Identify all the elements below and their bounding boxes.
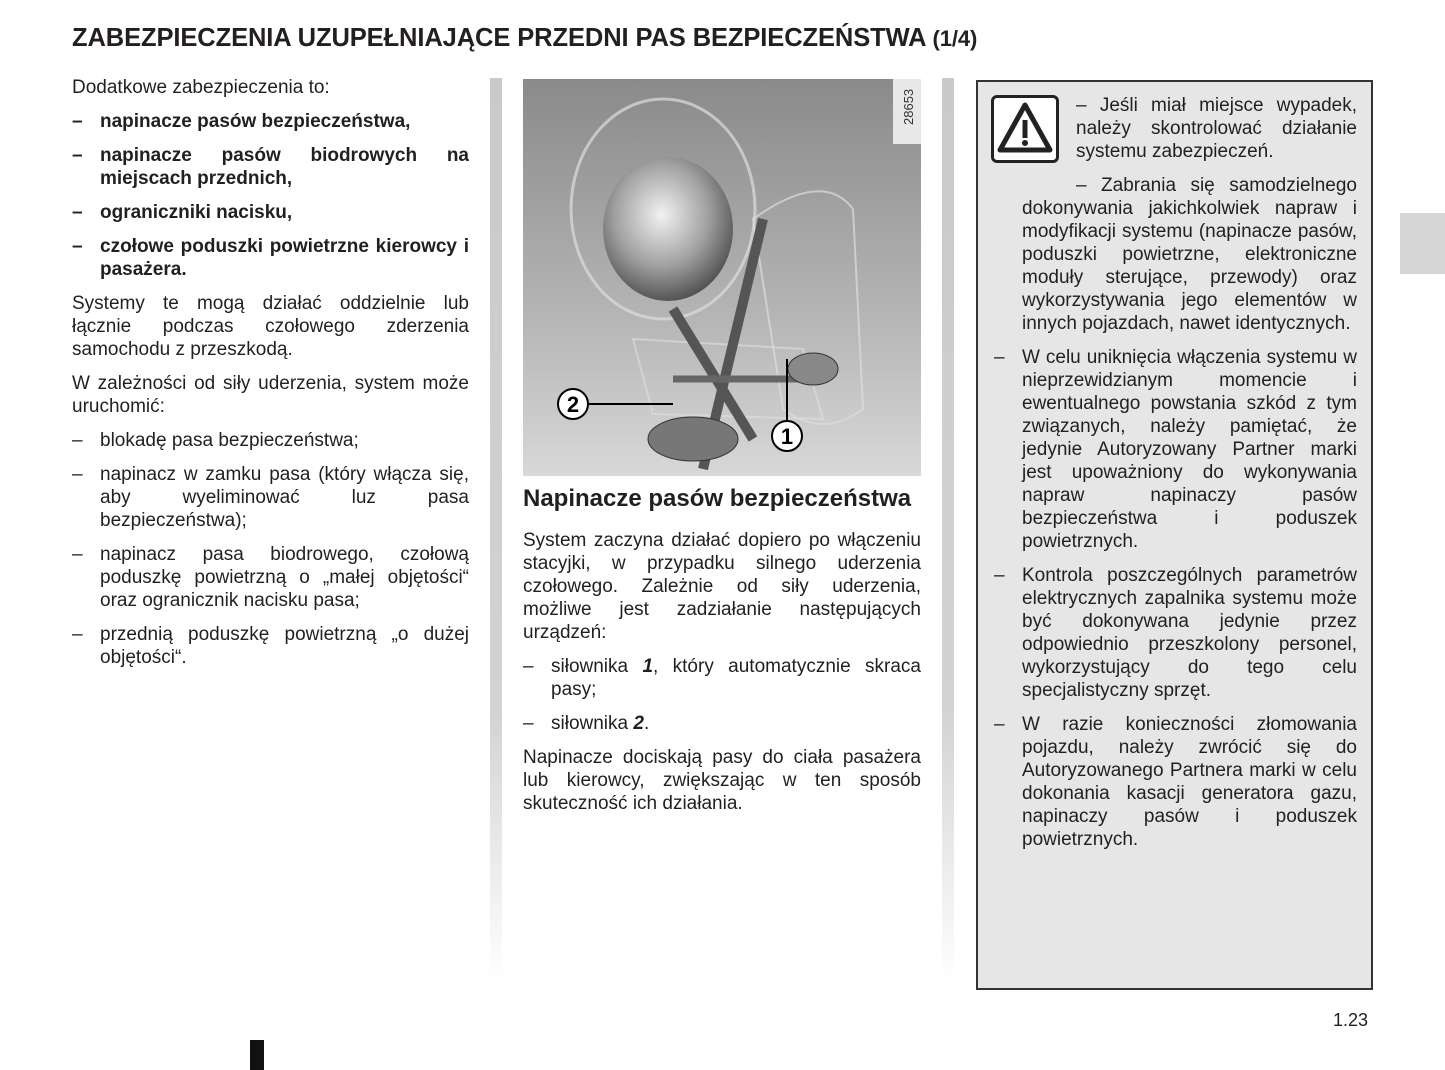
warning-first [1076, 94, 1357, 163]
dash: – [72, 111, 83, 132]
dash: – [1076, 95, 1087, 116]
page-number: 1.23 [1333, 1010, 1369, 1030]
intro: Dodatkowe zabezpieczenia to: [72, 77, 330, 98]
dash: – [994, 347, 1005, 368]
list-item [523, 655, 921, 701]
item-text: ograniczniki nacisku, [100, 202, 293, 223]
list-item [994, 564, 1357, 702]
dash: – [72, 544, 83, 565]
list-item [994, 713, 1357, 851]
dash: – [72, 145, 83, 166]
item-pre: siłownika [551, 656, 643, 677]
column-separator [490, 78, 502, 983]
item-post: , który automatycznie skraca pasy; [551, 656, 921, 700]
dash: – [994, 714, 1005, 735]
list-item [72, 235, 469, 281]
dash: – [72, 236, 83, 257]
warning-second-text: Zabrania się samodzielnego dokonywania jakichkolwiek napraw i modyfikacji systemu (napinacze pasów, poduszki powietrzne, elektroniczne moduły sterujące, przewody) oraz wykorzystywania jego elementów w innych pojazdach, nawet identycznych. [1022, 175, 1358, 334]
paragraph: Systemy te mogą działać oddzielnie lub łącznie podczas czołowego zderzenia samochodu z przeszkodą. [72, 293, 469, 360]
list-item [72, 429, 469, 452]
title-part: (1/4) [932, 26, 978, 51]
dash: – [1076, 175, 1087, 196]
list-item [72, 623, 469, 669]
item-text: Kontrola poszczególnych parametrów elektrycznych zapalnika systemu może być dokonywana jedynie przez odpowiednio przeszkolony personel, wykorzystujący do tego celu specjalistyczny sprzęt. [1022, 565, 1357, 701]
title-text: ZABEZPIECZENIA UZUPEŁNIAJĄCE PRZEDNI PAS BEZPIECZEŃSTWA [72, 24, 926, 52]
paragraph: Napinacze dociskają pasy do ciała pasażera lub kierowcy, zwiększając w ten sposób skuteczność ich działania. [523, 747, 921, 814]
dash: – [523, 713, 534, 734]
item-pre: siłownika [551, 713, 634, 734]
warning-box [976, 80, 1373, 990]
item-text: blokadę pasa bezpieczeństwa; [100, 430, 359, 451]
paragraph: System zaczyna działać dopiero po włączeniu stacyjki, w przypadku silnego uderzenia czołowego. Zależnie od siły uderzenia, możliwe jest zadziałanie następujących urządzeń: [523, 530, 921, 643]
callout-2: 2 [566, 392, 580, 417]
paragraph: W zależności od siły uderzenia, system może uruchomić: [72, 373, 469, 417]
dash: – [72, 202, 83, 223]
item-text: napinacz w zamku pasa (który włącza się, aby wyeliminować luz pasa bezpieczeństwa); [100, 464, 469, 531]
item-text: przednią poduszkę powietrzną „o dużej objętości“. [100, 624, 469, 668]
item-text [551, 655, 921, 701]
item-number: 1 [642, 656, 654, 677]
chapter-tab [1400, 213, 1445, 274]
item-text: napinacze pasów biodrowych na miejscach przednich, [100, 145, 469, 189]
dash: – [72, 624, 83, 645]
list-item [72, 463, 469, 532]
seatbelt-airbag-illustration [523, 79, 921, 476]
item-text: napinacze pasów bezpieczeństwa, [100, 111, 411, 132]
list-item [994, 346, 1357, 553]
dash: – [72, 430, 83, 451]
item-post: . [643, 713, 650, 734]
item-number: 2 [633, 713, 644, 734]
list-item [523, 712, 921, 735]
figure-ref: 28653 [901, 88, 916, 125]
dash: – [523, 656, 534, 677]
item-text: W celu uniknięcia włączenia systemu w nieprzewidzianym momencie i ewentualnego powstania szkód z tym związanych, należy pamiętać, że jedynie Autoryzowany Partner marki jest upoważniony do wykonywania napraw napinaczy pasów bezpieczeństwa i poduszek powietrznych. [1022, 347, 1357, 552]
list-item [72, 110, 469, 133]
page-title [72, 24, 977, 53]
print-mark [250, 1040, 264, 1070]
item-text [551, 712, 921, 735]
warning-first-text: Jeśli miał miejsce wypadek, należy skontrolować działanie systemu zabezpieczeń. [1076, 95, 1358, 162]
dash: – [994, 565, 1005, 586]
middle-column [523, 484, 921, 826]
column-separator [942, 78, 954, 983]
item-text: W razie konieczności złomowania pojazdu, należy zwrócić się do Autoryzowanego Partnera marki w celu dokonania kasacji generatora gazu, napinaczy pasów i poduszek powietrznych. [1022, 714, 1357, 850]
callout-1: 1 [780, 424, 794, 449]
left-column [72, 76, 469, 680]
section-heading: Napinacze pasów bezpieczeństwa [523, 485, 912, 512]
item-text: czołowe poduszki powietrzne kierowcy i pasażera. [100, 236, 469, 280]
list-item [72, 201, 469, 224]
warning-text [994, 94, 1358, 862]
list-item [72, 144, 469, 190]
warning-second [1022, 174, 1357, 335]
dash: – [72, 464, 83, 485]
item-text: napinacz pasa biodrowego, czołową poduszkę powietrzną o „małej objętości“ oraz ogranicznik nacisku pasa; [100, 544, 469, 611]
list-item [72, 543, 469, 612]
